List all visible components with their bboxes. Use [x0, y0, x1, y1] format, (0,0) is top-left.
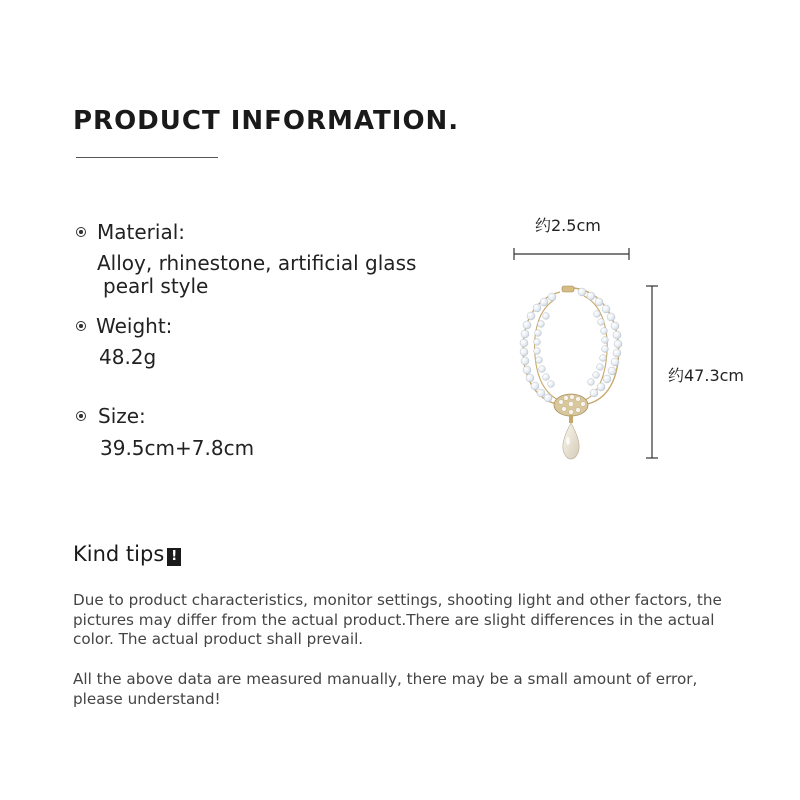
- circle-dot-icon: [76, 227, 86, 237]
- circle-dot-icon: [76, 321, 86, 331]
- weight-value: 48.2g: [99, 345, 157, 369]
- material-value-line1: Alloy, rhinestone, artificial glass: [97, 251, 417, 275]
- pearl-drop-pendant: [563, 423, 579, 459]
- exclamation-icon: !: [167, 548, 181, 566]
- tips-paragraph-measurement: All the above data are measured manually, there may be a small amount of error, please understand!: [73, 670, 698, 708]
- weight-label: Weight:: [96, 314, 173, 338]
- width-dimension-line: [514, 248, 629, 260]
- kind-tips-heading: [73, 542, 181, 566]
- height-dimension-label: 约47.3cm: [668, 366, 745, 385]
- rhinestone-centerpiece: [554, 394, 588, 423]
- kind-tips-title: Kind tips: [73, 542, 165, 566]
- height-dimension-line: [646, 286, 658, 458]
- necklace-strands: [520, 286, 622, 405]
- size-label: Size:: [98, 404, 146, 428]
- size-value: 39.5cm+7.8cm: [100, 436, 255, 460]
- circle-dot-icon: [76, 411, 86, 421]
- material-value-line2: pearl style: [103, 274, 209, 298]
- title-underline: [76, 157, 218, 158]
- page-title: PRODUCT INFORMATION.: [73, 106, 460, 136]
- tips-paragraph-disclaimer: Due to product characteristics, monitor settings, shooting light and other factors, the pictures may differ from the actual product.There are slight differences in the actual color. The actual product shall prevail.: [73, 591, 722, 649]
- width-dimension-label: 约2.5cm: [535, 216, 601, 235]
- material-label: Material:: [97, 220, 185, 244]
